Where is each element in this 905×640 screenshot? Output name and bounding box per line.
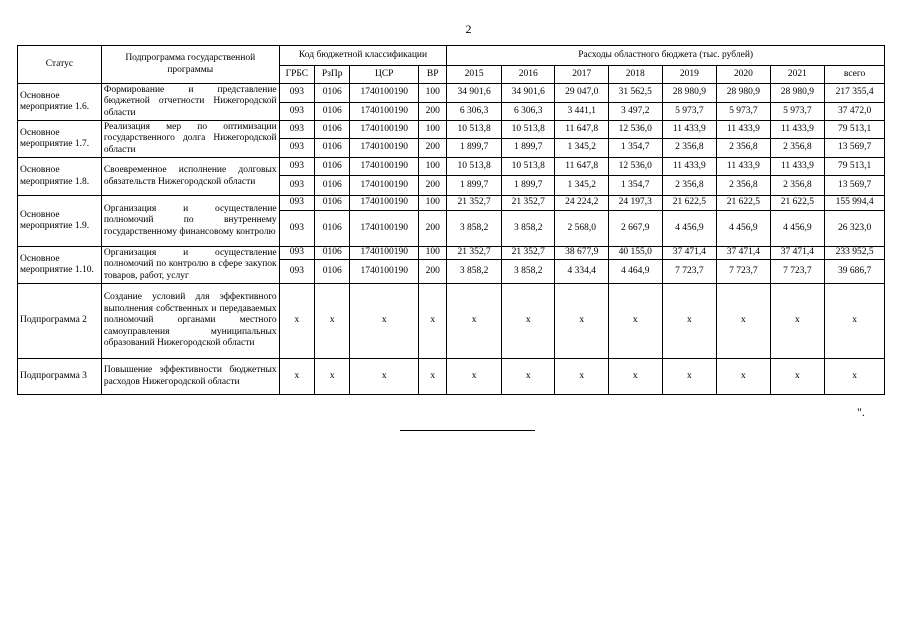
year-value-cell: 1 354,7 xyxy=(609,139,663,158)
header-year-2020: 2020 xyxy=(717,66,771,84)
code-csr-cell: 1740100190 xyxy=(350,158,419,176)
code-grbs-cell: 093 xyxy=(279,139,314,158)
year-value-cell: 10 513,8 xyxy=(447,121,502,139)
code-rzpr-cell: x xyxy=(315,284,350,359)
year-value-cell: x xyxy=(770,284,825,359)
year-value-cell: 28 980,9 xyxy=(770,84,825,103)
code-vr-cell: 200 xyxy=(419,260,447,284)
code-vr-cell: 100 xyxy=(419,247,447,260)
header-year-2019: 2019 xyxy=(662,66,717,84)
row-status: Основное мероприятие 1.9. xyxy=(18,196,102,247)
year-value-cell: x xyxy=(717,284,771,359)
year-value-cell: 5 973,7 xyxy=(717,103,771,121)
year-value-cell: 1 345,2 xyxy=(555,139,609,158)
year-value-cell: 11 433,9 xyxy=(662,158,717,176)
year-value-cell: 28 980,9 xyxy=(662,84,717,103)
year-value-cell: 3 858,2 xyxy=(501,260,555,284)
year-value-cell: 1 899,7 xyxy=(501,176,555,196)
row-program-name: Организация и осуществление полномочий по контролю в сфере закупок товаров, работ, услуг xyxy=(101,247,279,284)
year-value-cell: 2 667,9 xyxy=(609,211,663,247)
code-csr-cell: 1740100190 xyxy=(350,247,419,260)
code-vr-cell: 200 xyxy=(419,211,447,247)
total-cell: 79 513,1 xyxy=(825,158,885,176)
year-value-cell: 21 352,7 xyxy=(501,247,555,260)
header-grbs: ГРБС xyxy=(279,66,314,84)
year-value-cell: 11 433,9 xyxy=(717,121,771,139)
year-value-cell: 10 513,8 xyxy=(501,158,555,176)
year-value-cell: 29 047,0 xyxy=(555,84,609,103)
year-value-cell: 34 901,6 xyxy=(501,84,555,103)
year-value-cell: 2 356,8 xyxy=(717,176,771,196)
code-rzpr-cell: 0106 xyxy=(315,139,350,158)
header-status: Статус xyxy=(18,46,102,84)
row-program-name: Организация и осуществление полномочий по внутреннему государственному финансовому контролю xyxy=(101,196,279,247)
row-program-name: Создание условий для эффективного выполнения собственных и передаваемых полномочий органами местного самоуправления муниципальных образований Нижегородской области xyxy=(101,284,279,359)
year-value-cell: 5 973,7 xyxy=(770,103,825,121)
code-vr-cell: x xyxy=(419,359,447,395)
code-vr-cell: x xyxy=(419,284,447,359)
year-value-cell: 11 433,9 xyxy=(662,121,717,139)
row-program-name: Формирование и представление бюджетной отчетности Нижегородской области xyxy=(101,84,279,121)
year-value-cell: x xyxy=(447,359,502,395)
year-value-cell: 4 464,9 xyxy=(609,260,663,284)
year-value-cell: 6 306,3 xyxy=(501,103,555,121)
year-value-cell: 21 352,7 xyxy=(447,247,502,260)
year-value-cell: x xyxy=(609,284,663,359)
budget-expenses-table xyxy=(17,45,885,395)
code-csr-cell: 1740100190 xyxy=(350,260,419,284)
code-rzpr-cell: 0106 xyxy=(315,211,350,247)
total-cell: 79 513,1 xyxy=(825,121,885,139)
year-value-cell: x xyxy=(555,284,609,359)
total-cell: 217 355,4 xyxy=(825,84,885,103)
code-csr-cell: 1740100190 xyxy=(350,139,419,158)
year-value-cell: 7 723,7 xyxy=(662,260,717,284)
header-vr: ВР xyxy=(419,66,447,84)
total-cell: 155 994,4 xyxy=(825,196,885,211)
code-csr-cell: x xyxy=(350,359,419,395)
year-value-cell: 38 677,9 xyxy=(555,247,609,260)
code-vr-cell: 200 xyxy=(419,176,447,196)
code-csr-cell: 1740100190 xyxy=(350,211,419,247)
code-rzpr-cell: 0106 xyxy=(315,103,350,121)
year-value-cell: 3 858,2 xyxy=(447,260,502,284)
year-value-cell: 37 471,4 xyxy=(770,247,825,260)
total-cell: x xyxy=(825,284,885,359)
code-rzpr-cell: 0106 xyxy=(315,158,350,176)
table-body xyxy=(18,84,885,395)
year-value-cell: 37 471,4 xyxy=(662,247,717,260)
total-cell: 37 472,0 xyxy=(825,103,885,121)
code-grbs-cell: 093 xyxy=(279,196,314,211)
code-vr-cell: 100 xyxy=(419,121,447,139)
table-row xyxy=(18,284,885,359)
row-status: Подпрограмма 3 xyxy=(18,359,102,395)
code-rzpr-cell: 0106 xyxy=(315,260,350,284)
year-value-cell: 4 456,9 xyxy=(770,211,825,247)
year-value-cell: 40 155,0 xyxy=(609,247,663,260)
year-value-cell: 11 433,9 xyxy=(770,121,825,139)
header-total: всего xyxy=(825,66,885,84)
year-value-cell: 10 513,8 xyxy=(501,121,555,139)
header-year-2015: 2015 xyxy=(447,66,502,84)
year-value-cell: 5 973,7 xyxy=(662,103,717,121)
code-grbs-cell: x xyxy=(279,359,314,395)
row-program-name: Реализация мер по оптимизации государственного долга Нижегородской области xyxy=(101,121,279,158)
header-expenses: Расходы областного бюджета (тыс. рублей) xyxy=(447,46,885,66)
year-value-cell: 2 356,8 xyxy=(717,139,771,158)
row-status: Подпрограмма 2 xyxy=(18,284,102,359)
code-grbs-cell: 093 xyxy=(279,260,314,284)
year-value-cell: 7 723,7 xyxy=(717,260,771,284)
year-value-cell: 2 356,8 xyxy=(770,139,825,158)
header-year-2017: 2017 xyxy=(555,66,609,84)
code-csr-cell: 1740100190 xyxy=(350,176,419,196)
year-value-cell: 24 224,2 xyxy=(555,196,609,211)
year-value-cell: 2 356,8 xyxy=(770,176,825,196)
code-vr-cell: 100 xyxy=(419,84,447,103)
row-status: Основное мероприятие 1.8. xyxy=(18,158,102,196)
year-value-cell: 4 456,9 xyxy=(662,211,717,247)
page-number: 2 xyxy=(465,22,472,36)
row-program-name: Своевременное исполнение долговых обязательств Нижегородской области xyxy=(101,158,279,196)
row-status: Основное мероприятие 1.6. xyxy=(18,84,102,121)
row-status: Основное мероприятие 1.7. xyxy=(18,121,102,158)
year-value-cell: 4 456,9 xyxy=(717,211,771,247)
header-csr: ЦСР xyxy=(350,66,419,84)
year-value-cell: 7 723,7 xyxy=(770,260,825,284)
code-grbs-cell: 093 xyxy=(279,121,314,139)
header-year-2021: 2021 xyxy=(770,66,825,84)
year-value-cell: 3 858,2 xyxy=(447,211,502,247)
code-rzpr-cell: 0106 xyxy=(315,121,350,139)
closing-quote: ". xyxy=(857,405,865,419)
year-value-cell: 11 433,9 xyxy=(770,158,825,176)
code-vr-cell: 200 xyxy=(419,139,447,158)
row-status: Основное мероприятие 1.10. xyxy=(18,247,102,284)
code-grbs-cell: 093 xyxy=(279,158,314,176)
year-value-cell: 24 197,3 xyxy=(609,196,663,211)
header-subprogram: Подпрограмма государственной программы xyxy=(101,46,279,84)
year-value-cell: 21 352,7 xyxy=(501,196,555,211)
code-vr-cell: 200 xyxy=(419,103,447,121)
year-value-cell: x xyxy=(555,359,609,395)
table-row xyxy=(18,247,885,260)
total-cell: 13 569,7 xyxy=(825,139,885,158)
code-vr-cell: 100 xyxy=(419,158,447,176)
year-value-cell: 21 622,5 xyxy=(770,196,825,211)
year-value-cell: x xyxy=(609,359,663,395)
table-row xyxy=(18,121,885,139)
total-cell: 39 686,7 xyxy=(825,260,885,284)
year-value-cell: 4 334,4 xyxy=(555,260,609,284)
code-rzpr-cell: 0106 xyxy=(315,176,350,196)
year-value-cell: x xyxy=(501,284,555,359)
total-cell: x xyxy=(825,359,885,395)
header-year-2016: 2016 xyxy=(501,66,555,84)
year-value-cell: x xyxy=(662,359,717,395)
code-grbs-cell: x xyxy=(279,284,314,359)
year-value-cell: 28 980,9 xyxy=(717,84,771,103)
year-value-cell: 1 899,7 xyxy=(501,139,555,158)
code-csr-cell: 1740100190 xyxy=(350,84,419,103)
table-row xyxy=(18,158,885,176)
year-value-cell: 1 899,7 xyxy=(447,176,502,196)
year-value-cell: x xyxy=(717,359,771,395)
year-value-cell: 37 471,4 xyxy=(717,247,771,260)
code-csr-cell: 1740100190 xyxy=(350,103,419,121)
header-budget-code: Код бюджетной классификации xyxy=(279,46,447,66)
separator-line xyxy=(400,430,535,431)
total-cell: 13 569,7 xyxy=(825,176,885,196)
code-grbs-cell: 093 xyxy=(279,176,314,196)
code-csr-cell: x xyxy=(350,284,419,359)
year-value-cell: x xyxy=(770,359,825,395)
code-rzpr-cell: 0106 xyxy=(315,247,350,260)
year-value-cell: 2 356,8 xyxy=(662,139,717,158)
year-value-cell: 34 901,6 xyxy=(447,84,502,103)
code-rzpr-cell: 0106 xyxy=(315,84,350,103)
year-value-cell: x xyxy=(447,284,502,359)
code-rzpr-cell: x xyxy=(315,359,350,395)
year-value-cell: 1 354,7 xyxy=(609,176,663,196)
year-value-cell: 2 356,8 xyxy=(662,176,717,196)
code-rzpr-cell: 0106 xyxy=(315,196,350,211)
year-value-cell: 1 899,7 xyxy=(447,139,502,158)
year-value-cell: 31 562,5 xyxy=(609,84,663,103)
year-value-cell: 12 536,0 xyxy=(609,121,663,139)
code-grbs-cell: 093 xyxy=(279,247,314,260)
total-cell: 26 323,0 xyxy=(825,211,885,247)
year-value-cell: 11 647,8 xyxy=(555,121,609,139)
year-value-cell: x xyxy=(501,359,555,395)
code-vr-cell: 100 xyxy=(419,196,447,211)
year-value-cell: 6 306,3 xyxy=(447,103,502,121)
row-program-name: Повышение эффективности бюджетных расходов Нижегородской области xyxy=(101,359,279,395)
year-value-cell: 3 858,2 xyxy=(501,211,555,247)
code-csr-cell: 1740100190 xyxy=(350,196,419,211)
table-row xyxy=(18,196,885,211)
table-row xyxy=(18,84,885,103)
year-value-cell: 1 345,2 xyxy=(555,176,609,196)
year-value-cell: 21 352,7 xyxy=(447,196,502,211)
year-value-cell: 3 441,1 xyxy=(555,103,609,121)
code-grbs-cell: 093 xyxy=(279,103,314,121)
header-rzpr: РзПр xyxy=(315,66,350,84)
year-value-cell: 11 647,8 xyxy=(555,158,609,176)
total-cell: 233 952,5 xyxy=(825,247,885,260)
year-value-cell: 12 536,0 xyxy=(609,158,663,176)
code-csr-cell: 1740100190 xyxy=(350,121,419,139)
table-row xyxy=(18,359,885,395)
year-value-cell: 2 568,0 xyxy=(555,211,609,247)
code-grbs-cell: 093 xyxy=(279,84,314,103)
year-value-cell: 3 497,2 xyxy=(609,103,663,121)
year-value-cell: 21 622,5 xyxy=(662,196,717,211)
header-year-2018: 2018 xyxy=(609,66,663,84)
year-value-cell: x xyxy=(662,284,717,359)
year-value-cell: 21 622,5 xyxy=(717,196,771,211)
code-grbs-cell: 093 xyxy=(279,211,314,247)
year-value-cell: 10 513,8 xyxy=(447,158,502,176)
year-value-cell: 11 433,9 xyxy=(717,158,771,176)
